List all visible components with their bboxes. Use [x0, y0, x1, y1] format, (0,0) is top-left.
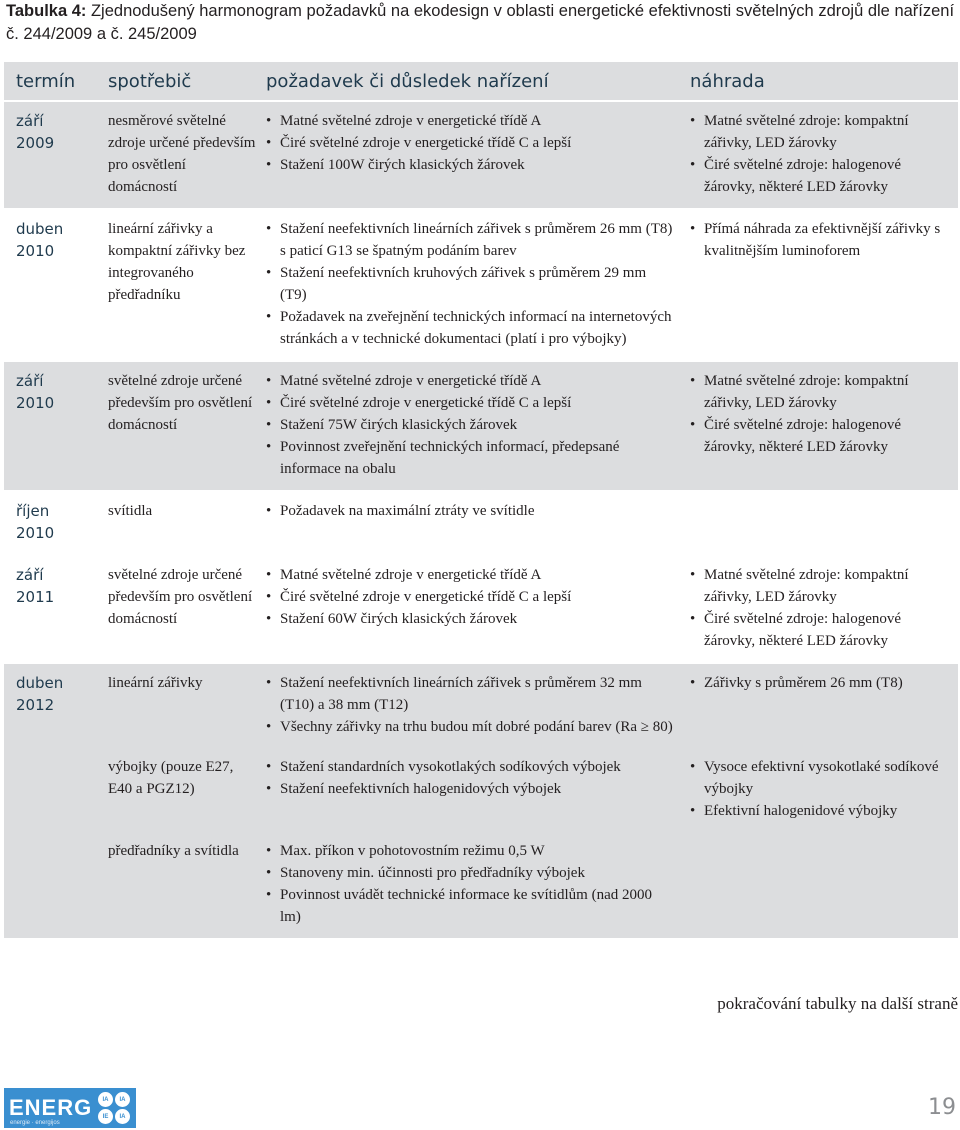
row-term — [4, 748, 104, 832]
table-body — [4, 101, 958, 938]
replacement-item: • Zářivky s průměrem 26 mm (T8) — [690, 672, 950, 694]
requirement-item: • Čiré světelné zdroje v energetické třídě C a lepší — [266, 392, 676, 414]
requirement-item: • Stažení neefektivních lineárních zářivek s průměrem 32 mm (T10) a 38 mm (T12) — [266, 672, 676, 716]
requirement-item: • Stažení 100W čirých klasických žárovek — [266, 154, 676, 176]
row-device: předřadníky a svítidla — [104, 832, 262, 938]
replacement-cell — [684, 832, 958, 938]
requirement-cell — [262, 748, 684, 832]
row-term: září 2010 — [4, 361, 104, 491]
requirement-item: • Požadavek na maximální ztráty ve svítidle — [266, 500, 676, 522]
requirement-item: • Povinnost zveřejnění technických informací, předepsané informace na obalu — [266, 436, 676, 480]
replacement-item: • Čiré světelné zdroje: halogenové žárovky, některé LED žárovky — [690, 154, 950, 198]
requirement-cell — [262, 209, 684, 361]
logo-badge-3: IE — [98, 1109, 113, 1124]
requirement-list — [266, 756, 676, 800]
table-row — [4, 555, 958, 663]
table-caption — [6, 0, 956, 46]
replacement-item: • Vysoce efektivní vysokotlaké sodíkové výbojky — [690, 756, 950, 800]
replacement-cell — [684, 663, 958, 748]
header-term: termín — [4, 62, 104, 101]
requirement-list — [266, 672, 676, 738]
row-term: září 2011 — [4, 555, 104, 663]
logo-badge-2: IA — [115, 1092, 130, 1107]
requirement-item: • Povinnost uvádět technické informace ke svítidlům (nad 2000 lm) — [266, 884, 676, 928]
requirement-item: • Matné světelné zdroje v energetické třídě A — [266, 370, 676, 392]
row-term: říjen 2010 — [4, 491, 104, 555]
page-number: 19 — [928, 1095, 956, 1120]
table-row — [4, 209, 958, 361]
replacement-list — [690, 672, 950, 694]
table-row — [4, 361, 958, 491]
table-row — [4, 491, 958, 555]
requirement-list — [266, 370, 676, 480]
replacement-cell — [684, 491, 958, 555]
row-device: nesměrové světelné zdroje určené především pro osvětlení domácností — [104, 101, 262, 209]
table-row — [4, 663, 958, 748]
requirement-cell — [262, 555, 684, 663]
logo-badge-4: IA — [115, 1109, 130, 1124]
replacement-item: • Matné světelné zdroje: kompaktní zářivky, LED žárovky — [690, 564, 950, 608]
continuation-note: pokračování tabulky na další straně — [717, 994, 958, 1013]
requirement-cell — [262, 361, 684, 491]
requirement-item: • Požadavek na zveřejnění technických informací na internetových stránkách a v technické dokumentaci (platí i pro výbojky) — [266, 306, 676, 350]
caption-label: Tabulka 4: — [6, 2, 87, 20]
energ-logo — [4, 1088, 136, 1128]
requirement-cell — [262, 101, 684, 209]
logo-subtitle: energie · energijos — [10, 1120, 60, 1126]
requirement-item: • Stažení 75W čirých klasických žárovek — [266, 414, 676, 436]
replacement-list — [690, 370, 950, 458]
replacement-item: • Matné světelné zdroje: kompaktní zářivky, LED žárovky — [690, 370, 950, 414]
table-row — [4, 748, 958, 832]
table-row — [4, 101, 958, 209]
requirement-cell — [262, 663, 684, 748]
row-device: lineární zářivky a kompaktní zářivky bez integrovaného předřadníku — [104, 209, 262, 361]
requirement-list — [266, 218, 676, 350]
header-requirement: požadavek či důsledek nařízení — [262, 62, 684, 101]
logo-badge-1: IA — [98, 1092, 113, 1107]
replacement-list — [690, 564, 950, 652]
requirement-item: • Čiré světelné zdroje v energetické třídě C a lepší — [266, 586, 676, 608]
table-header-row — [4, 62, 958, 101]
replacement-item: • Přímá náhrada za efektivnější zářivky s kvalitnějším luminoforem — [690, 218, 950, 262]
requirement-item: • Stažení neefektivních lineárních zářivek s průměrem 26 mm (T8) s paticí G13 se špatným podáním barev — [266, 218, 676, 262]
row-device: lineární zářivky — [104, 663, 262, 748]
replacement-list — [690, 218, 950, 262]
requirement-list — [266, 110, 676, 176]
header-device: spotřebič — [104, 62, 262, 101]
replacement-cell — [684, 101, 958, 209]
row-term: duben 2012 — [4, 663, 104, 748]
requirement-item: • Čiré světelné zdroje v energetické třídě C a lepší — [266, 132, 676, 154]
row-term: září 2009 — [4, 101, 104, 209]
replacement-list — [690, 756, 950, 822]
requirement-list — [266, 500, 676, 522]
requirement-item: • Stažení neefektivních halogenidových výbojek — [266, 778, 676, 800]
replacement-cell — [684, 748, 958, 832]
replacement-item: • Čiré světelné zdroje: halogenové žárovky, některé LED žárovky — [690, 414, 950, 458]
requirement-list — [266, 564, 676, 630]
replacement-cell — [684, 555, 958, 663]
requirement-item: • Stažení standardních vysokotlakých sodíkových výbojek — [266, 756, 676, 778]
requirement-cell — [262, 491, 684, 555]
requirement-item: • Stažení neefektivních kruhových zářivek s průměrem 29 mm (T9) — [266, 262, 676, 306]
requirement-cell — [262, 832, 684, 938]
requirement-list — [266, 840, 676, 928]
schedule-table — [4, 62, 958, 938]
logo-badge-icon — [98, 1092, 130, 1124]
header-replacement: náhrada — [684, 62, 958, 101]
caption-text: Zjednodušený harmonogram požadavků na ekodesign v oblasti energetické efektivnosti světelných zdrojů dle nařízení č. 244/2009 a č. 245/2009 — [6, 2, 955, 43]
row-device: světelné zdroje určené především pro osvětlení domácností — [104, 555, 262, 663]
row-term — [4, 832, 104, 938]
replacement-item: • Matné světelné zdroje: kompaktní zářivky, LED žárovky — [690, 110, 950, 154]
requirement-item: • Stažení 60W čirých klasických žárovek — [266, 608, 676, 630]
replacement-item: • Čiré světelné zdroje: halogenové žárovky, některé LED žárovky — [690, 608, 950, 652]
table-row — [4, 832, 958, 938]
row-device: svítidla — [104, 491, 262, 555]
replacement-item: • Efektivní halogenidové výbojky — [690, 800, 950, 822]
row-term: duben 2010 — [4, 209, 104, 361]
row-device: světelné zdroje určené především pro osvětlení domácností — [104, 361, 262, 491]
replacement-list — [690, 110, 950, 198]
row-device: výbojky (pouze E27, E40 a PGZ12) — [104, 748, 262, 832]
replacement-cell — [684, 361, 958, 491]
requirement-item: • Všechny zářivky na trhu budou mít dobré podání barev (Ra ≥ 80) — [266, 716, 676, 738]
logo-wordmark: ENERG — [9, 1095, 93, 1120]
requirement-item: • Stanoveny min. účinnosti pro předřadníky výbojek — [266, 862, 676, 884]
replacement-cell — [684, 209, 958, 361]
requirement-item: • Matné světelné zdroje v energetické třídě A — [266, 110, 676, 132]
requirement-item: • Max. příkon v pohotovostním režimu 0,5 W — [266, 840, 676, 862]
requirement-item: • Matné světelné zdroje v energetické třídě A — [266, 564, 676, 586]
